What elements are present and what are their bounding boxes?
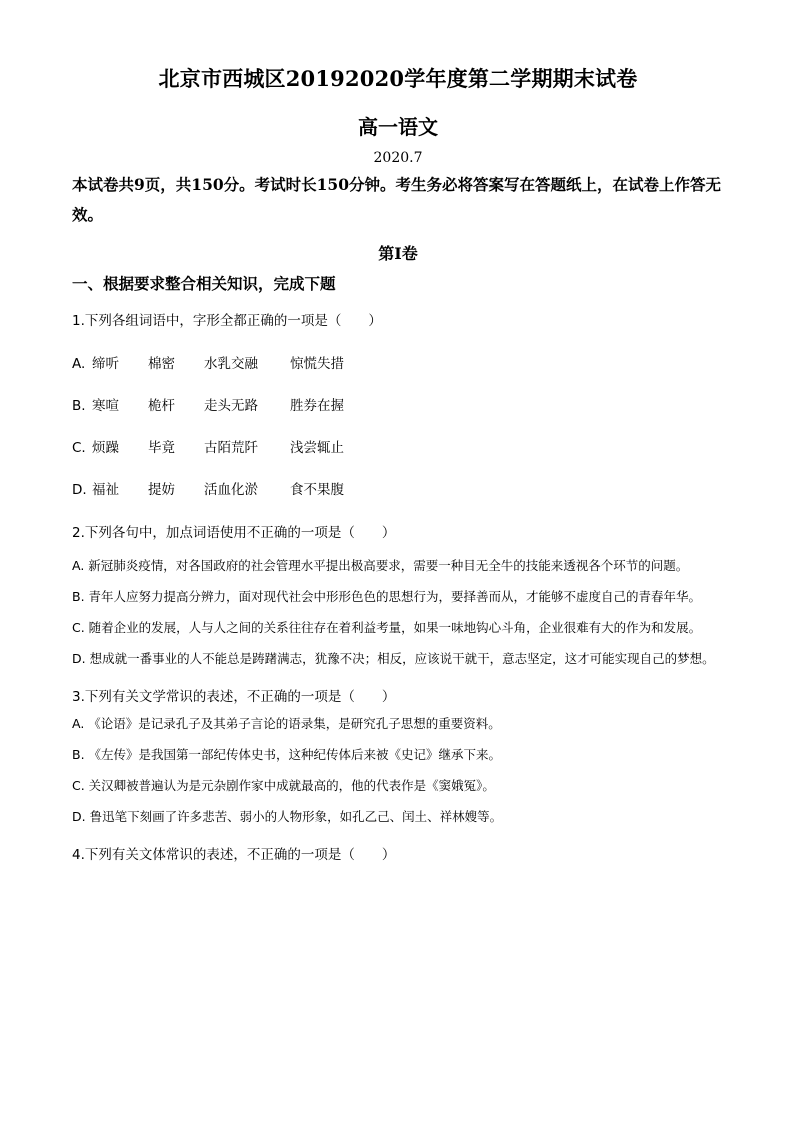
option-word: 福祉: [92, 482, 119, 498]
option-word: 活血化淤: [204, 482, 258, 498]
option-word: 毕竟: [148, 440, 175, 456]
question-1-option-d: [72, 480, 724, 500]
question-1-option-b: [72, 396, 724, 416]
question-1-option-c: [72, 438, 724, 458]
option-letter: B.: [72, 398, 86, 414]
exam-instructions: 本试卷共9页，共150分。考试时长150分钟。考生务必将答案写在答题纸上，在试卷上作答无效。: [72, 175, 721, 224]
question-2-option-b: B. 青年人应努力提高分辨力，面对现代社会中形形色色的思想行为，要择善而从，才能够不虚度自己的青春年华。: [72, 589, 702, 604]
option-word: 水乳交融: [204, 356, 258, 372]
question-3-stem: 3.下列有关文学常识的表述，不正确的一项是（ ）: [72, 689, 396, 705]
option-word: 胜券在握: [290, 398, 344, 414]
question-2-option-a: A. 新冠肺炎疫情，对各国政府的社会管理水平提出极高要求，需要一种目无全牛的技能来透视各个环节的问题。: [72, 558, 689, 573]
option-letter: D.: [72, 482, 87, 498]
option-word: 寒喧: [92, 398, 119, 414]
question-3-option-b: B. 《左传》是我国第一部纪传体史书，这种纪传体后来被《史记》继承下来。: [72, 747, 502, 762]
question-4-stem: 4.下列有关文体常识的表述，不正确的一项是（ ）: [72, 847, 396, 863]
option-word: 棉密: [148, 356, 175, 372]
question-1-option-a: [72, 354, 724, 374]
volume-heading: 第Ⅰ卷: [378, 244, 418, 263]
option-word: 桅杆: [148, 398, 175, 414]
option-word: 走头无路: [204, 398, 258, 414]
option-word: 烦躁: [92, 440, 119, 456]
option-word: 浅尝辄止: [290, 440, 344, 456]
section-heading: 一、根据要求整合相关知识，完成下题: [72, 274, 336, 293]
question-1-stem: 1.下列各组词语中，字形全都正确的一项是（ ）: [72, 313, 382, 329]
option-word: 惊慌失措: [290, 356, 344, 372]
question-2-option-c: C. 随着企业的发展，人与人之间的关系往往存在着利益考量，如果一味地钩心斗角，企业很难有大的作为和发展。: [72, 620, 702, 635]
exam-date: 2020.7: [373, 150, 423, 166]
option-word: 食不果腹: [290, 482, 344, 498]
exam-page: [72, 64, 724, 866]
question-2-option-d: D. 想成就一番事业的人不能总是踌躇满志，犹豫不决；相反，应该说干就干，意志坚定，这才可能实现自己的梦想。: [72, 651, 715, 666]
question-3-option-d: D. 鲁迅笔下刻画了许多悲苦、弱小的人物形象，如孔乙己、闰土、祥林嫂等。: [72, 809, 503, 824]
option-word: 古陌荒阡: [204, 440, 258, 456]
option-word: 缔听: [92, 356, 119, 372]
exam-subject: 高一语文: [358, 115, 438, 139]
option-letter: C.: [72, 440, 86, 456]
question-2-stem: 2.下列各句中，加点词语使用不正确的一项是（ ）: [72, 525, 396, 541]
option-letter: A.: [72, 356, 86, 372]
exam-title: 北京市西城区20192020学年度第二学期期末试卷: [158, 66, 638, 91]
question-3-option-c: C. 关汉卿被普遍认为是元杂剧作家中成就最高的，他的代表作是《窦娥冤》。: [72, 778, 495, 793]
option-word: 提妨: [148, 482, 175, 498]
question-3-option-a: A. 《论语》是记录孔子及其弟子言论的语录集，是研究孔子思想的重要资料。: [72, 716, 501, 731]
